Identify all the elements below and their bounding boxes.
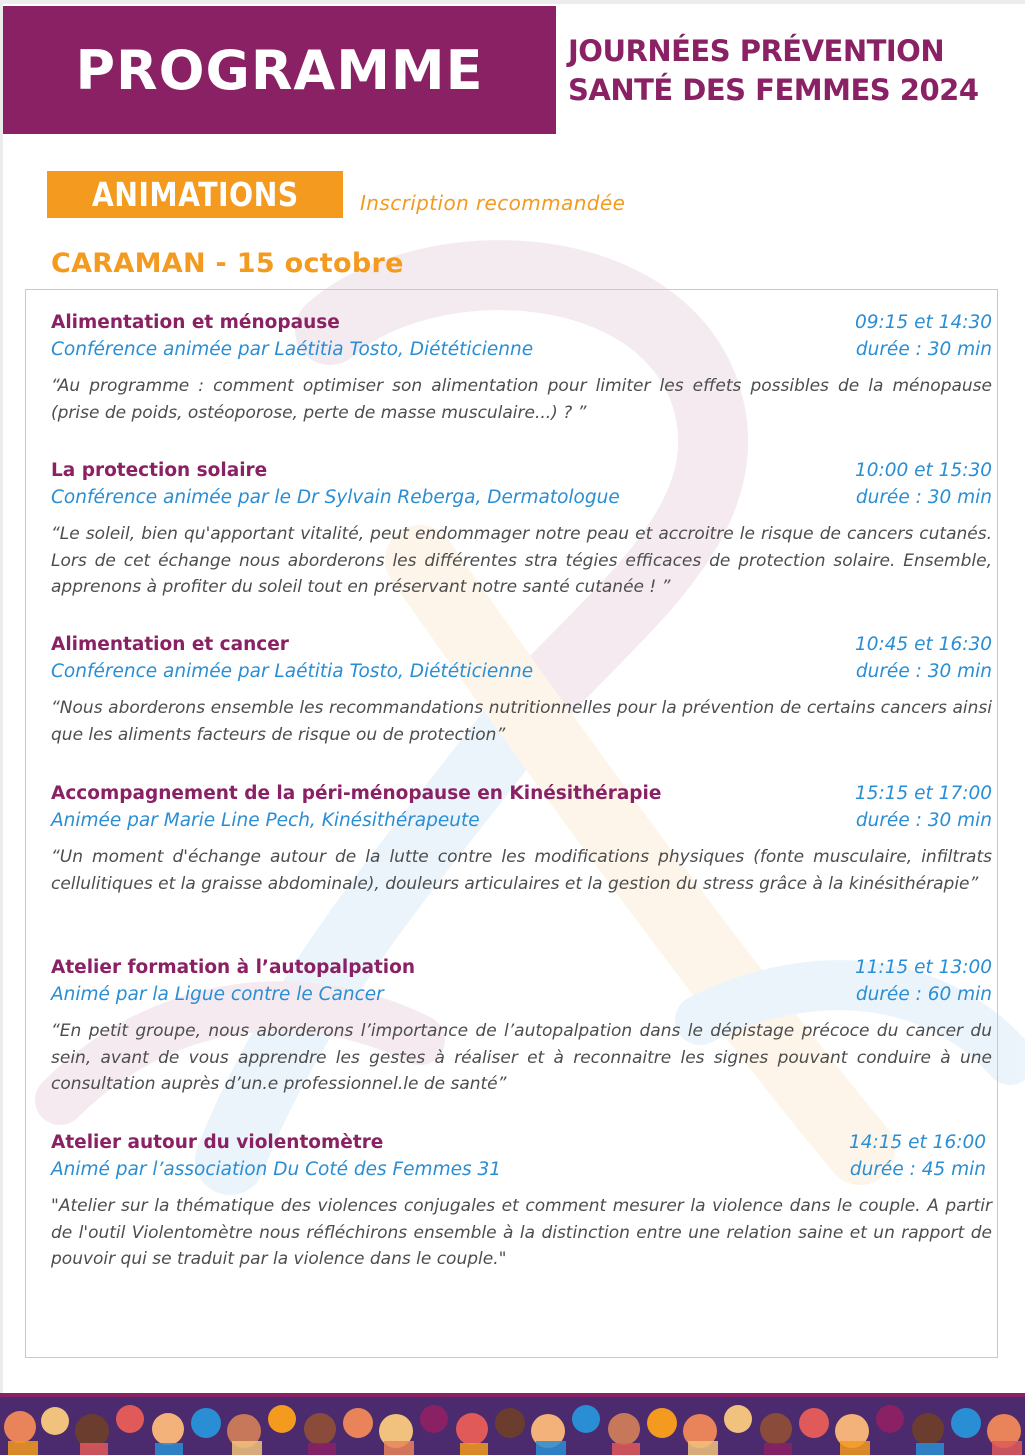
session-description: “Un moment d'échange autour de la lutte contre les modifications physiques (fonte musculaire, infiltrats cellulitiques et la graisse abdominale), douleurs articulaires et la gestion du stress grâce à la kinésithérapie”	[51, 847, 992, 894]
session-times: 15:15 et 17:00	[854, 783, 992, 804]
session-description: “Nous aborderons ensemble les recommandations nutritionnelles pour la prévention de certains cancers ainsi que les aliments facteurs de risque ou de protection”	[51, 698, 992, 745]
session-description: "Atelier sur la thématique des violences conjugales et comment mesurer la violence dans le couple. A partir de l'outil Violentomètre nous réfléchirons ensemble à la distinction entre une relation saine et un rapport de pouvoir qui se traduit par la violence dans le couple."	[51, 1196, 992, 1269]
page-top-edge	[0, 0, 1025, 4]
session-title: Accompagnement de la péri-ménopause en Kinésithérapie	[51, 783, 662, 804]
animations-badge	[47, 171, 343, 218]
session-item	[51, 631, 992, 748]
session-host: Conférence animée par Laétitia Tosto, Diététicienne	[51, 339, 534, 360]
page-left-edge	[0, 0, 3, 1455]
location-date-heading: CARAMAN - 15 octobre	[51, 248, 404, 279]
session-item	[51, 457, 992, 601]
session-duration: durée : 60 min	[855, 984, 992, 1005]
event-title	[568, 32, 1008, 110]
animations-badge-label: ANIMATIONS	[91, 175, 299, 214]
session-title: Atelier formation à l’autopalpation	[51, 957, 416, 978]
session-description: “En petit groupe, nous aborderons l’importance de l’autopalpation dans le dépistage précoce du cancer du sein, avant de vous apprendre les gestes à réaliser et à reconnaitre les signes pouvant conduire à une consultation auprès d’un.e professionnel.le de santé”	[51, 1021, 992, 1094]
session-title: La protection solaire	[51, 460, 268, 481]
session-host: Conférence animée par Laétitia Tosto, Diététicienne	[51, 661, 534, 682]
session-title: Alimentation et ménopause	[51, 312, 340, 333]
session-item	[51, 309, 992, 426]
session-title: Alimentation et cancer	[51, 634, 289, 655]
session-item	[51, 1129, 992, 1273]
session-times: 14:15 et 16:00	[848, 1132, 986, 1153]
session-times: 11:15 et 13:00	[854, 957, 992, 978]
session-host: Animée par Marie Line Pech, Kinésithérapeute	[51, 810, 480, 831]
session-title: Atelier autour du violentomètre	[51, 1132, 384, 1153]
session-host: Animé par l’association Du Coté des Femmes 31	[51, 1159, 502, 1180]
session-duration: durée : 30 min	[855, 487, 992, 508]
women-crowd-illustration	[0, 1397, 1025, 1455]
session-times: 09:15 et 14:30	[854, 312, 992, 333]
session-host: Animé par la Ligue contre le Cancer	[51, 984, 384, 1005]
footer-women-illustration	[0, 1393, 1025, 1455]
session-duration: durée : 30 min	[855, 339, 992, 360]
session-times: 10:45 et 16:30	[854, 634, 992, 655]
session-duration: durée : 45 min	[849, 1159, 986, 1180]
session-duration: durée : 30 min	[855, 810, 992, 831]
session-description: “Le soleil, bien qu'apportant vitalité, peut endommager notre peau et accroitre le risque de cancers cutanés. Lors de cet échange nous aborderons les différentes stra tégies efficaces de protection solaire. Ensemble, apprenons à profiter du soleil tout en préservant notre santé cutanée ! ”	[51, 524, 992, 597]
programme-banner	[3, 6, 556, 134]
registration-note: Inscription recommandée	[360, 191, 626, 215]
event-title-line1: JOURNÉES PRÉVENTION	[568, 34, 945, 68]
programme-label: PROGRAMME	[75, 38, 484, 102]
session-description: “Au programme : comment optimiser son alimentation pour limiter les effets possibles de la ménopause (prise de poids, ostéoporose, perte de masse musculaire...) ? ”	[51, 376, 992, 423]
event-title-line2: SANTÉ DES FEMMES 2024	[568, 73, 979, 107]
session-duration: durée : 30 min	[855, 661, 992, 682]
session-item	[51, 780, 992, 897]
session-times: 10:00 et 15:30	[854, 460, 992, 481]
session-item	[51, 954, 992, 1098]
session-host: Conférence animée par le Dr Sylvain Reberga, Dermatologue	[51, 487, 620, 508]
